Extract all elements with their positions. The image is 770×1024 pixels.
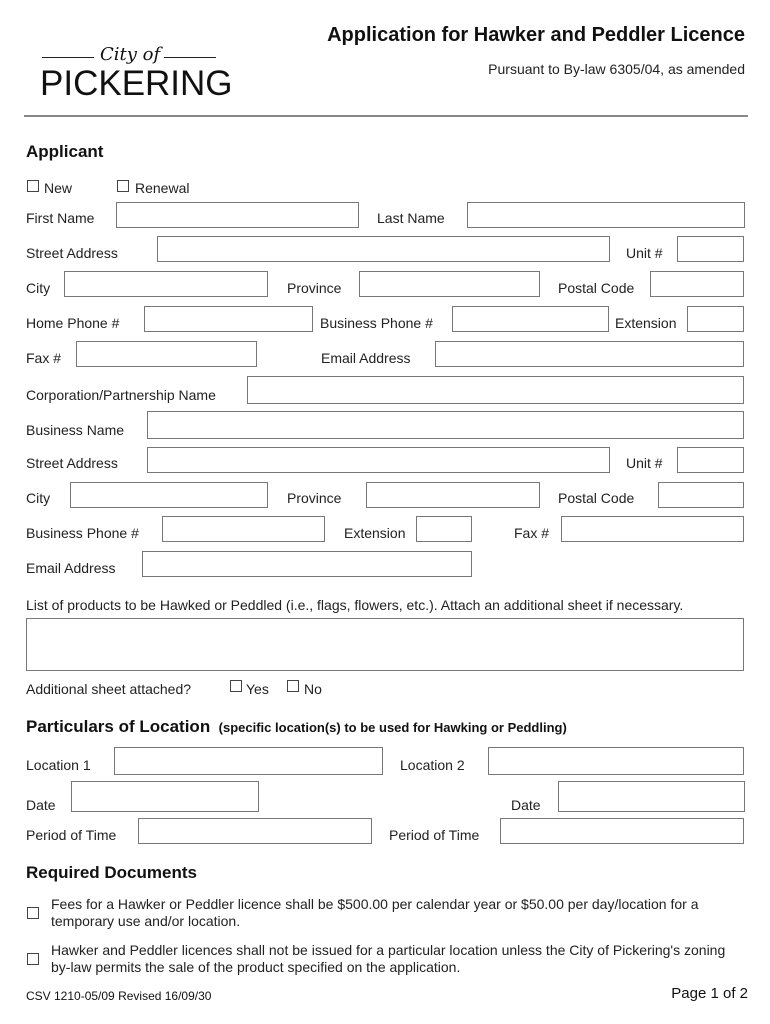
location2-label: Location 2 <box>400 757 465 773</box>
business-phone2-label: Business Phone # <box>26 525 139 541</box>
business-email-label: Email Address <box>26 560 116 576</box>
business-postal-label: Postal Code <box>558 490 635 506</box>
business-postal-field[interactable] <box>658 482 744 508</box>
new-checkbox[interactable] <box>27 180 39 192</box>
location1-label: Location 1 <box>26 757 91 773</box>
city-logo <box>40 40 233 104</box>
renewal-label: Renewal <box>135 180 190 196</box>
logo-rule-right <box>164 57 216 58</box>
page-title: Application for Hawker and Peddler Licence <box>327 24 745 46</box>
required-heading: Required Documents <box>26 863 197 882</box>
business-unit-label: Unit # <box>626 455 663 471</box>
street-address-label: Street Address <box>26 245 118 261</box>
renewal-checkbox[interactable] <box>117 180 129 192</box>
corporation-field[interactable] <box>247 376 744 404</box>
date2-field[interactable] <box>558 781 745 812</box>
home-phone-field[interactable] <box>144 306 313 332</box>
period2-label: Period of Time <box>389 827 480 843</box>
first-name-label: First Name <box>26 210 95 226</box>
business-name-label: Business Name <box>26 422 125 438</box>
street-address-field[interactable] <box>157 236 610 262</box>
date1-field[interactable] <box>71 781 259 812</box>
city-field[interactable] <box>64 271 268 297</box>
additional-no-label: No <box>304 681 322 697</box>
location1-field[interactable] <box>114 747 383 775</box>
home-phone-label: Home Phone # <box>26 315 120 331</box>
unit-label: Unit # <box>626 245 663 261</box>
logo-rule-left <box>42 57 94 58</box>
business-name-field[interactable] <box>147 411 744 439</box>
postal-code-label: Postal Code <box>558 280 635 296</box>
extension-field[interactable] <box>687 306 744 332</box>
business-fax-field[interactable] <box>561 516 744 542</box>
business-city-field[interactable] <box>70 482 268 508</box>
period1-field[interactable] <box>138 818 372 844</box>
logo-pickering: PICKERING <box>40 64 233 103</box>
new-label: New <box>44 180 73 196</box>
page-number: Page 1 of 2 <box>671 985 748 1002</box>
business-extension-label: Extension <box>344 525 406 541</box>
business-phone-label: Business Phone # <box>320 315 433 331</box>
business-street-field[interactable] <box>147 447 610 473</box>
business-fax-label: Fax # <box>514 525 550 541</box>
fax-field[interactable] <box>76 341 257 367</box>
additional-no-checkbox[interactable] <box>287 680 299 692</box>
additional-yes-checkbox[interactable] <box>230 680 242 692</box>
last-name-field[interactable] <box>467 202 745 228</box>
unit-field[interactable] <box>677 236 744 262</box>
business-province-field[interactable] <box>366 482 540 508</box>
business-phone-field[interactable] <box>452 306 609 332</box>
page-subtitle: Pursuant to By-law 6305/04, as amended <box>488 61 745 77</box>
province-field[interactable] <box>359 271 540 297</box>
province-label: Province <box>287 280 342 296</box>
location-heading-row <box>26 717 567 737</box>
business-street-label: Street Address <box>26 455 118 471</box>
period2-field[interactable] <box>500 818 744 844</box>
business-email-field[interactable] <box>142 551 472 577</box>
applicant-heading: Applicant <box>26 142 104 161</box>
header-rule <box>24 115 748 117</box>
date1-label: Date <box>26 797 56 813</box>
additional-yes-label: Yes <box>246 681 269 697</box>
email-field[interactable] <box>435 341 744 367</box>
location2-field[interactable] <box>488 747 744 775</box>
business-city-label: City <box>26 490 51 506</box>
required-item2-text: Hawker and Peddler licences shall not be issued for a particular location unless the City of Pickering's zoning by-law permits the sale of the product specified on the application. <box>51 942 726 975</box>
city-label: City <box>26 280 51 296</box>
period1-label: Period of Time <box>26 827 117 843</box>
additional-sheet-label: Additional sheet attached? <box>26 681 192 697</box>
location-heading-note: (specific location(s) to be used for Hawking or Peddling) <box>218 720 567 735</box>
business-extension-field[interactable] <box>416 516 472 542</box>
date2-label: Date <box>511 797 541 813</box>
required-item1-text: Fees for a Hawker or Peddler licence shall be $500.00 per calendar year or $50.00 per day/location for a temporary use and/or location. <box>51 896 699 929</box>
first-name-field[interactable] <box>116 202 359 228</box>
logo-city-of: City of <box>100 44 161 65</box>
postal-code-field[interactable] <box>650 271 744 297</box>
form-code: CSV 1210-05/09 Revised 16/09/30 <box>26 989 212 1003</box>
products-field[interactable] <box>26 618 744 671</box>
required-item2-checkbox[interactable] <box>27 953 39 965</box>
required-item1-checkbox[interactable] <box>27 907 39 919</box>
extension-label: Extension <box>615 315 677 331</box>
business-unit-field[interactable] <box>677 447 744 473</box>
fax-label: Fax # <box>26 350 62 366</box>
products-instructions: List of products to be Hawked or Peddled (i.e., flags, flowers, etc.). Attach an additional sheet if necessary. <box>26 597 684 613</box>
business-phone2-field[interactable] <box>162 516 325 542</box>
corporation-label: Corporation/Partnership Name <box>26 387 216 403</box>
business-province-label: Province <box>287 490 342 506</box>
email-label: Email Address <box>321 350 411 366</box>
location-heading: Particulars of Location <box>26 717 211 736</box>
last-name-label: Last Name <box>377 210 445 226</box>
